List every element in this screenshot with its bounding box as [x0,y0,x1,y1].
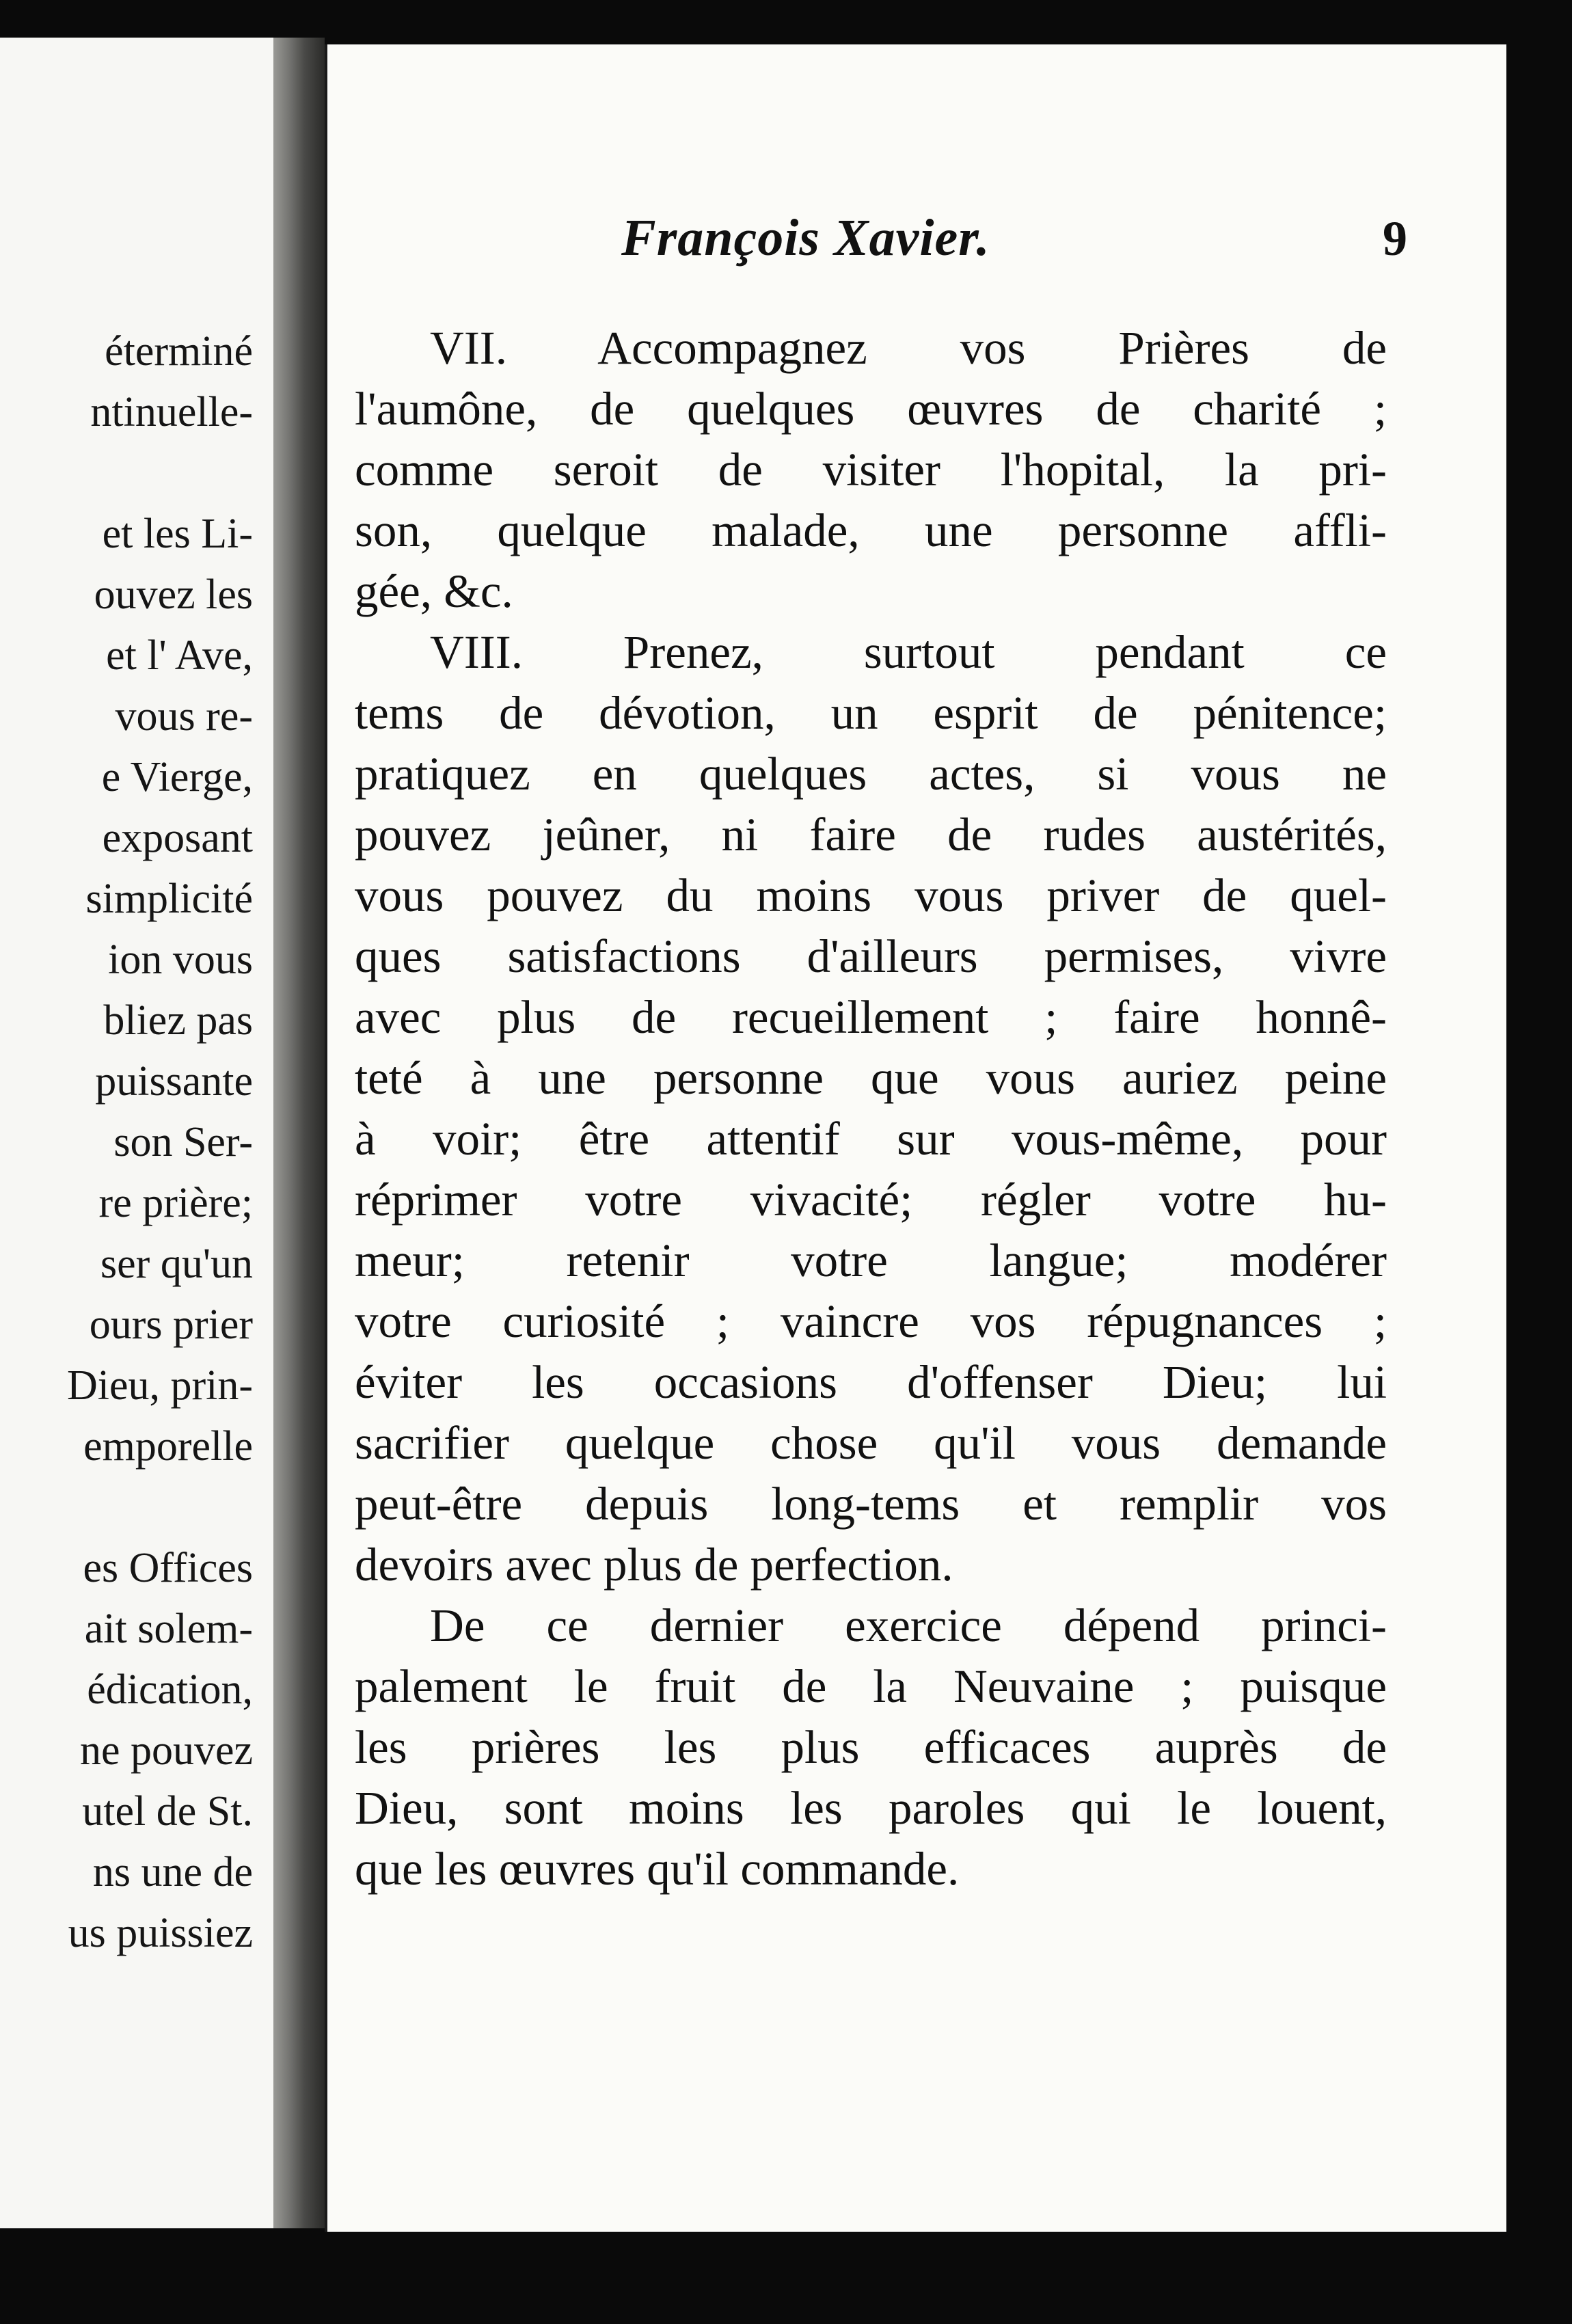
text-line: son, quelque malade, une personne affli- [355,504,1387,556]
left-line: et l' Ave, [106,632,253,679]
text-line: De ce dernier exercice dépend princi- [430,1599,1387,1651]
left-line: bliez pas [103,997,253,1044]
text-line: peut-être depuis long-tems et remplir vos [355,1478,1387,1530]
text-line: Dieu, sont moins les paroles qui le louent, [355,1782,1387,1834]
left-line: us puissiez [68,1910,253,1956]
text-line: pratiquez en quelques actes, si vous ne [355,748,1387,800]
text-line: éviter les occasions d'offenser Dieu; lui [355,1356,1387,1408]
text-line: à voir; être attentif sur vous-même, pour [355,1113,1387,1165]
text-line: ques satisfactions d'ailleurs permises, vivre [355,930,1387,982]
text-line: pouvez jeûner, ni faire de rudes austérités, [355,809,1387,861]
text-line: avec plus de recueillement ; faire honnê- [355,991,1387,1043]
left-line: utel de St. [82,1788,253,1835]
left-line: e Vierge, [101,754,253,800]
left-line: et les Li- [102,511,253,557]
left-page [0,38,273,2228]
text-line: les prières les plus efficaces auprès de [355,1721,1387,1773]
left-line: simplicité [85,876,253,922]
left-line: puissante [95,1058,253,1105]
text-line: réprimer votre vivacité; régler votre hu- [355,1174,1387,1226]
right-page [325,44,1506,2232]
text-line: teté à une personne que vous auriez peine [355,1052,1387,1104]
book-gutter [273,38,325,2228]
text-line: sacrifier quelque chose qu'il vous demande [355,1417,1387,1469]
left-line: ait solem- [84,1606,253,1652]
left-line: éterminé [105,328,253,375]
text-line: que les œuvres qu'il commande. [355,1843,960,1895]
left-line: Dieu, prin- [66,1362,253,1409]
left-line-gap [67,443,253,504]
text-line: VIII. Prenez, surtout pendant ce [430,626,1387,678]
left-line: son Ser- [113,1119,253,1165]
text-line: VII. Accompagnez vos Prières de [430,322,1387,374]
left-line: ne pouvez [79,1727,253,1774]
text-line: gée, &c. [355,565,513,617]
text-line: vous pouvez du moins vous priver de quel- [355,869,1387,921]
text-line: l'aumône, de quelques œuvres de charité ; [355,383,1387,435]
left-line: ours prier [89,1301,253,1348]
body-text [355,318,1387,1900]
left-line: ion vous [108,936,253,983]
page-number: 9 [1383,211,1407,266]
left-line-gap [67,1477,253,1538]
left-line: exposant [102,815,253,861]
left-line: emporelle [83,1423,253,1470]
running-title: François Xavier. [621,209,990,267]
text-line: meur; retenir votre langue; modérer [355,1234,1387,1286]
left-line: vous re- [115,693,253,740]
left-line: ser qu'un [100,1241,253,1287]
left-line: ns une de [92,1849,253,1895]
left-line: re prière; [98,1180,253,1226]
left-page-text [67,321,253,1964]
running-head [621,208,1407,268]
text-line: devoirs avec plus de perfection. [355,1539,953,1591]
text-line: tems de dévotion, un esprit de pénitence; [355,687,1387,739]
left-line: édication, [87,1666,253,1713]
text-line: comme seroit de visiter l'hopital, la pri- [355,444,1387,496]
text-line: votre curiosité ; vaincre vos répugnances ; [355,1295,1387,1347]
left-line: ouvez les [94,571,253,618]
text-line: palement le fruit de la Neuvaine ; puisque [355,1660,1387,1712]
left-line: ntinuelle- [90,389,253,435]
left-line: es Offices [83,1545,253,1591]
